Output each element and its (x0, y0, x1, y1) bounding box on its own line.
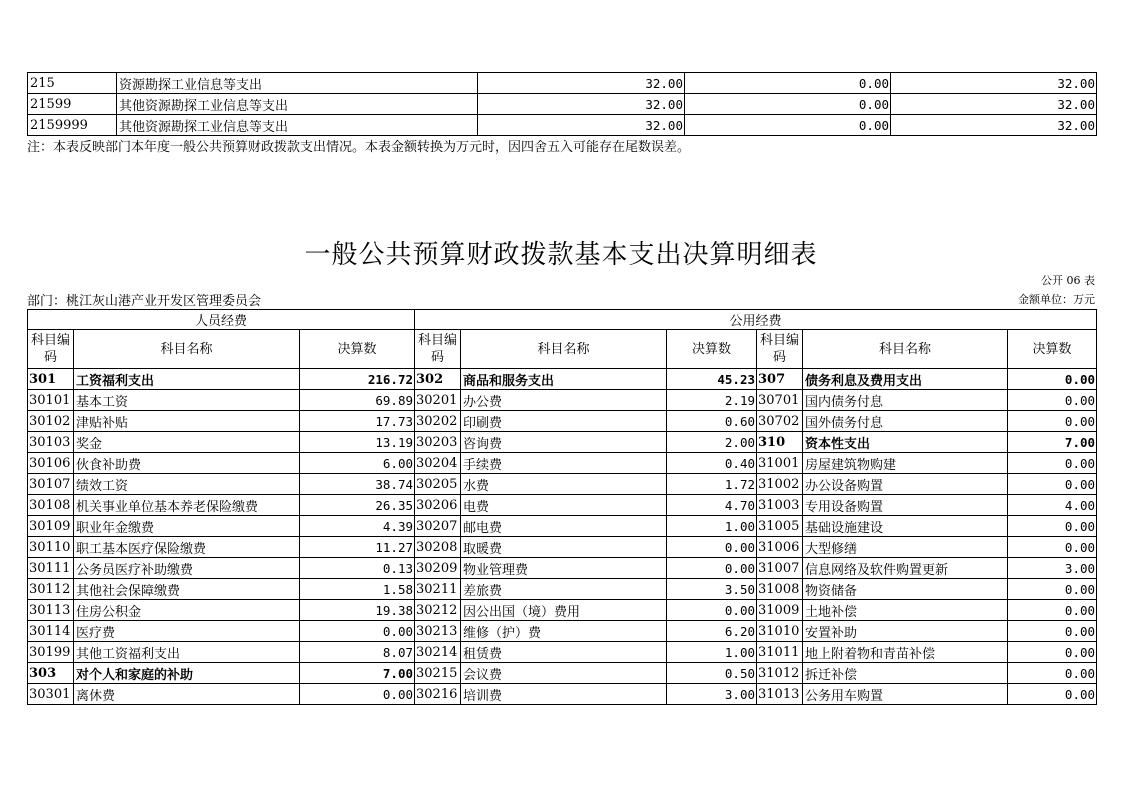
subject-name-cell: 工资福利支出 (74, 369, 300, 390)
subject-code-cell: 30213 (415, 621, 461, 642)
amount-cell: 1.72 (667, 474, 757, 495)
amount-cell: 0.00 (1008, 453, 1097, 474)
column-header-row (28, 330, 1097, 369)
amount-cell: 0.00 (300, 621, 415, 642)
header-amount-1: 决算数 (300, 330, 415, 369)
subject-name-cell: 水费 (461, 474, 667, 495)
subject-code-cell: 30106 (28, 453, 74, 474)
amount-cell: 1.58 (300, 579, 415, 600)
table-row (28, 453, 1097, 474)
subject-code-cell: 31001 (757, 453, 803, 474)
amount-cell: 2.19 (667, 390, 757, 411)
subject-name-cell: 房屋建筑物购建 (803, 453, 1008, 474)
amount-cell: 3.50 (667, 579, 757, 600)
amount-cell: 0.00 (1008, 537, 1097, 558)
table-row (28, 516, 1097, 537)
amount-cell: 32.00 (478, 115, 685, 136)
subject-name-cell: 租赁费 (461, 642, 667, 663)
amount-cell: 4.39 (300, 516, 415, 537)
subject-name-cell: 培训费 (461, 684, 667, 705)
table-row (28, 579, 1097, 600)
subject-code-cell: 30202 (415, 411, 461, 432)
amount-cell: 26.35 (300, 495, 415, 516)
subject-name-cell: 专用设备购置 (803, 495, 1008, 516)
amount-cell: 0.00 (685, 115, 891, 136)
subject-code-cell: 30203 (415, 432, 461, 453)
subject-name-cell: 资源勘探工业信息等支出 (117, 73, 478, 94)
subject-code-cell: 30201 (415, 390, 461, 411)
header-code-2: 科目编码 (415, 330, 461, 369)
amount-cell: 32.00 (891, 94, 1097, 115)
table-row (28, 621, 1097, 642)
subject-code-cell: 30301 (28, 684, 74, 705)
subject-name-cell: 电费 (461, 495, 667, 516)
subject-code-cell: 31011 (757, 642, 803, 663)
subject-name-cell: 其他工资福利支出 (74, 642, 300, 663)
subject-name-cell: 差旅费 (461, 579, 667, 600)
amount-cell: 0.00 (1008, 684, 1097, 705)
subject-name-cell: 其他社会保障缴费 (74, 579, 300, 600)
footnote: 注：本表反映部门本年度一般公共预算财政拨款支出情况。本表金额转换为万元时，因四舍五入可能存在尾数误差。 (27, 140, 691, 155)
department-label: 部门：桃江灰山港产业开发区管理委员会 (27, 294, 262, 309)
amount-cell: 0.00 (667, 600, 757, 621)
amount-cell: 1.00 (667, 516, 757, 537)
subject-code-cell: 30207 (415, 516, 461, 537)
subject-name-cell: 咨询费 (461, 432, 667, 453)
subject-code-cell: 31008 (757, 579, 803, 600)
amount-cell: 3.00 (667, 684, 757, 705)
top-continuation-table (27, 72, 1097, 136)
subject-code-cell: 30204 (415, 453, 461, 474)
amount-cell: 0.50 (667, 663, 757, 684)
subject-name-cell: 商品和服务支出 (461, 369, 667, 390)
amount-cell: 0.40 (667, 453, 757, 474)
subject-name-cell: 大型修缮 (803, 537, 1008, 558)
subject-name-cell: 公务员医疗补助缴费 (74, 558, 300, 579)
subject-code-cell: 30206 (415, 495, 461, 516)
table-row (28, 390, 1097, 411)
amount-cell: 0.00 (1008, 390, 1097, 411)
group-personnel: 人员经费 (28, 310, 415, 330)
subject-name-cell: 邮电费 (461, 516, 667, 537)
amount-cell: 32.00 (478, 73, 685, 94)
group-header-row (28, 310, 1097, 330)
amount-cell: 216.72 (300, 369, 415, 390)
subject-code-cell: 31010 (757, 621, 803, 642)
amount-cell: 11.27 (300, 537, 415, 558)
amount-cell: 38.74 (300, 474, 415, 495)
subject-code-cell: 302 (415, 369, 461, 390)
main-table-body (28, 310, 1097, 705)
subject-name-cell: 国内债务付息 (803, 390, 1008, 411)
amount-cell: 0.13 (300, 558, 415, 579)
subject-name-cell: 印刷费 (461, 411, 667, 432)
amount-cell: 0.00 (1008, 621, 1097, 642)
table-row (28, 432, 1097, 453)
subject-name-cell: 机关事业单位基本养老保险缴费 (74, 495, 300, 516)
table-row (28, 474, 1097, 495)
table-row (28, 558, 1097, 579)
subject-code-cell: 31005 (757, 516, 803, 537)
amount-cell: 3.00 (1008, 558, 1097, 579)
subject-name-cell: 办公费 (461, 390, 667, 411)
subject-code-cell: 30114 (28, 621, 74, 642)
subject-code-cell: 30111 (28, 558, 74, 579)
amount-cell: 32.00 (478, 94, 685, 115)
subject-name-cell: 基础设施建设 (803, 516, 1008, 537)
subject-code-cell: 303 (28, 663, 74, 684)
subject-code-cell: 215 (28, 73, 117, 94)
subject-code-cell: 30208 (415, 537, 461, 558)
amount-cell: 69.89 (300, 390, 415, 411)
table-row (28, 600, 1097, 621)
subject-code-cell: 21599 (28, 94, 117, 115)
amount-cell: 0.00 (1008, 474, 1097, 495)
amount-cell: 0.00 (1008, 411, 1097, 432)
amount-cell: 4.70 (667, 495, 757, 516)
table-code: 公开 06 表 (1041, 274, 1095, 287)
subject-code-cell: 301 (28, 369, 74, 390)
subject-code-cell: 30702 (757, 411, 803, 432)
amount-cell: 0.00 (1008, 642, 1097, 663)
table-row (28, 663, 1097, 684)
subject-code-cell: 30107 (28, 474, 74, 495)
subject-name-cell: 维修（护）费 (461, 621, 667, 642)
subject-name-cell: 拆迁补偿 (803, 663, 1008, 684)
subject-name-cell: 医疗费 (74, 621, 300, 642)
subject-name-cell: 物资储备 (803, 579, 1008, 600)
subject-name-cell: 离休费 (74, 684, 300, 705)
subject-code-cell: 30108 (28, 495, 74, 516)
header-amount-3: 决算数 (1008, 330, 1097, 369)
subject-code-cell: 30112 (28, 579, 74, 600)
amount-cell: 45.23 (667, 369, 757, 390)
table-row (28, 115, 1097, 136)
subject-code-cell: 310 (757, 432, 803, 453)
amount-cell: 19.38 (300, 600, 415, 621)
subject-code-cell: 30199 (28, 642, 74, 663)
subject-code-cell: 30214 (415, 642, 461, 663)
subject-code-cell: 30205 (415, 474, 461, 495)
group-public: 公用经费 (415, 310, 1097, 330)
subject-code-cell: 31006 (757, 537, 803, 558)
subject-name-cell: 奖金 (74, 432, 300, 453)
subject-name-cell: 会议费 (461, 663, 667, 684)
header-code-1: 科目编码 (28, 330, 74, 369)
top-table-body (28, 73, 1097, 136)
amount-cell: 0.00 (685, 94, 891, 115)
subject-code-cell: 31007 (757, 558, 803, 579)
subject-name-cell: 伙食补助费 (74, 453, 300, 474)
subject-code-cell: 2159999 (28, 115, 117, 136)
subject-name-cell: 办公设备购置 (803, 474, 1008, 495)
amount-cell: 0.00 (1008, 579, 1097, 600)
subject-name-cell: 绩效工资 (74, 474, 300, 495)
subject-name-cell: 津贴补贴 (74, 411, 300, 432)
amount-cell: 0.00 (685, 73, 891, 94)
subject-code-cell: 30212 (415, 600, 461, 621)
subject-code-cell: 30113 (28, 600, 74, 621)
amount-cell: 7.00 (1008, 432, 1097, 453)
subject-code-cell: 30101 (28, 390, 74, 411)
subject-name-cell: 手续费 (461, 453, 667, 474)
subject-code-cell: 31013 (757, 684, 803, 705)
amount-cell: 32.00 (891, 115, 1097, 136)
subject-name-cell: 取暖费 (461, 537, 667, 558)
subject-name-cell: 国外债务付息 (803, 411, 1008, 432)
amount-cell: 0.00 (1008, 369, 1097, 390)
subject-name-cell: 其他资源勘探工业信息等支出 (117, 115, 478, 136)
unit-label: 金额单位：万元 (1018, 293, 1095, 306)
subject-code-cell: 307 (757, 369, 803, 390)
amount-cell: 13.19 (300, 432, 415, 453)
subject-code-cell: 31009 (757, 600, 803, 621)
amount-cell: 0.00 (1008, 600, 1097, 621)
subject-name-cell: 公务用车购置 (803, 684, 1008, 705)
subject-name-cell: 安置补助 (803, 621, 1008, 642)
table-row (28, 642, 1097, 663)
subject-code-cell: 30215 (415, 663, 461, 684)
page-title: 一般公共预算财政拨款基本支出决算明细表 (304, 240, 818, 270)
table-row (28, 94, 1097, 115)
subject-code-cell: 31012 (757, 663, 803, 684)
subject-name-cell: 债务利息及费用支出 (803, 369, 1008, 390)
amount-cell: 8.07 (300, 642, 415, 663)
subject-name-cell: 因公出国（境）费用 (461, 600, 667, 621)
subject-code-cell: 31002 (757, 474, 803, 495)
header-name-3: 科目名称 (803, 330, 1008, 369)
subject-name-cell: 土地补偿 (803, 600, 1008, 621)
amount-cell: 1.00 (667, 642, 757, 663)
amount-cell: 0.00 (1008, 516, 1097, 537)
table-row (28, 495, 1097, 516)
expenditure-detail-table (27, 309, 1097, 705)
amount-cell: 4.00 (1008, 495, 1097, 516)
header-name-1: 科目名称 (74, 330, 300, 369)
subject-code-cell: 30701 (757, 390, 803, 411)
table-row (28, 411, 1097, 432)
table-row (28, 73, 1097, 94)
table-row (28, 369, 1097, 390)
subject-code-cell: 30209 (415, 558, 461, 579)
subject-code-cell: 30102 (28, 411, 74, 432)
amount-cell: 6.20 (667, 621, 757, 642)
amount-cell: 0.00 (667, 537, 757, 558)
amount-cell: 6.00 (300, 453, 415, 474)
amount-cell: 7.00 (300, 663, 415, 684)
subject-code-cell: 30216 (415, 684, 461, 705)
subject-code-cell: 30109 (28, 516, 74, 537)
header-name-2: 科目名称 (461, 330, 667, 369)
subject-name-cell: 住房公积金 (74, 600, 300, 621)
subject-name-cell: 对个人和家庭的补助 (74, 663, 300, 684)
table-row (28, 684, 1097, 705)
header-code-3: 科目编码 (757, 330, 803, 369)
amount-cell: 0.00 (300, 684, 415, 705)
subject-name-cell: 其他资源勘探工业信息等支出 (117, 94, 478, 115)
subject-code-cell: 30110 (28, 537, 74, 558)
subject-code-cell: 30211 (415, 579, 461, 600)
subject-name-cell: 物业管理费 (461, 558, 667, 579)
header-amount-2: 决算数 (667, 330, 757, 369)
amount-cell: 0.60 (667, 411, 757, 432)
amount-cell: 0.00 (1008, 663, 1097, 684)
subject-name-cell: 基本工资 (74, 390, 300, 411)
amount-cell: 0.00 (667, 558, 757, 579)
subject-name-cell: 职业年金缴费 (74, 516, 300, 537)
subject-name-cell: 地上附着物和青苗补偿 (803, 642, 1008, 663)
table-row (28, 537, 1097, 558)
subject-name-cell: 资本性支出 (803, 432, 1008, 453)
amount-cell: 17.73 (300, 411, 415, 432)
amount-cell: 2.00 (667, 432, 757, 453)
subject-name-cell: 职工基本医疗保险缴费 (74, 537, 300, 558)
subject-code-cell: 30103 (28, 432, 74, 453)
subject-name-cell: 信息网络及软件购置更新 (803, 558, 1008, 579)
amount-cell: 32.00 (891, 73, 1097, 94)
subject-code-cell: 31003 (757, 495, 803, 516)
